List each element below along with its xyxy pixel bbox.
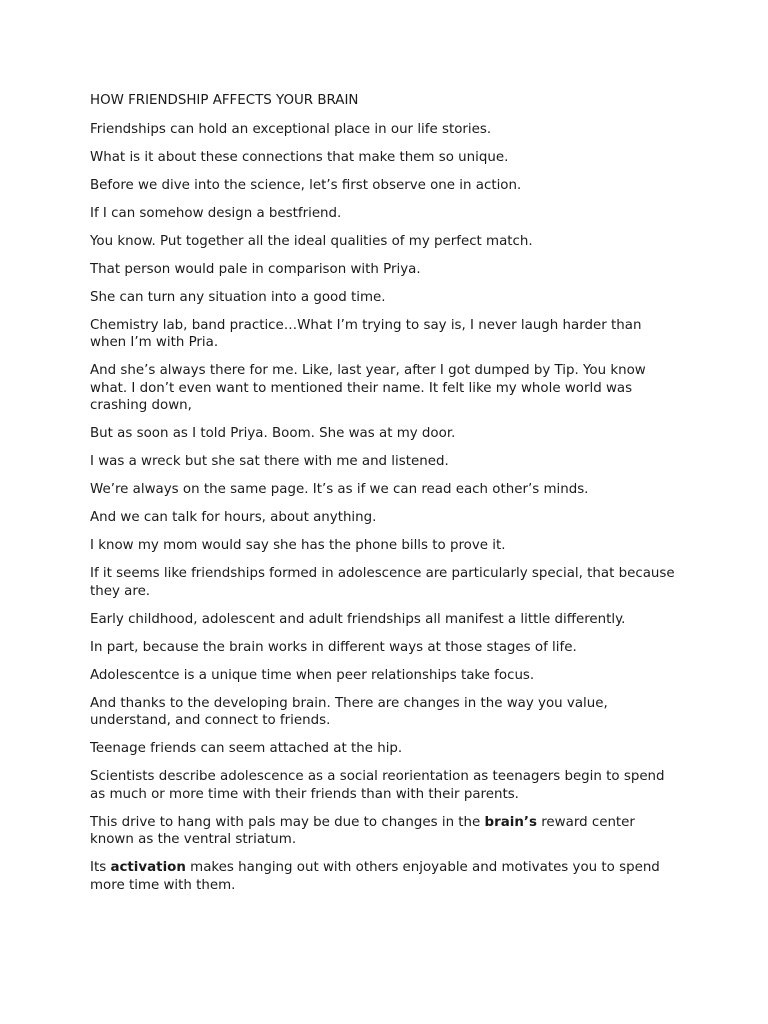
paragraph: Scientists describe adolescence as a social reorientation as teenagers begin to spend as much or more time with their friends than with their parents. [90,769,665,802]
paragraph: And she’s always there for me. Like, last year, after I got dumped by Tip. You know what. I don’t even want to mentioned their name. It felt like my whole world was crashing down, [90,363,646,413]
paragraph: Friendships can hold an exceptional place in our life stories. [90,121,492,137]
paragraph: And thanks to the developing brain. There are changes in the way you value, understand, and connect to friends. [90,695,608,728]
paragraph: Adolescentce is a unique time when peer relationships take focus. [90,667,535,683]
document-page [90,92,680,905]
text-run: This drive to hang with pals may be due to changes in the [90,814,485,830]
text-run: makes hanging out with others enjoyable and motivates you to spend more time with them. [90,860,660,893]
paragraph: Teenage friends can seem attached at the hip. [90,741,403,756]
paragraph: What is it about these connections that make them so unique. [90,149,509,165]
paragraph: If I can somehow design a bestfriend. [90,205,342,221]
paragraph: In part, because the brain works in different ways at those stages of life. [90,639,577,655]
paragraph: I know my mom would say she has the phone bills to prove it. [90,538,506,553]
paragraph: Early childhood, adolescent and adult friendships all manifest a little differently. [90,611,626,627]
paragraph: Chemistry lab, band practice…What I’m trying to say is, I never laugh harder than when I’m with Pria. [90,317,642,350]
paragraph-brain-reward [90,814,680,849]
bold-text-brains: brain’s [484,814,537,830]
paragraph: We’re always on the same page. It’s as if we can read each other’s minds. [90,482,589,497]
text-run: Its [90,860,111,875]
paragraph: That person would pale in comparison with Priya. [90,261,421,277]
text-run: reward center known as the ventral striatum. [90,814,635,847]
paragraph: But as soon as I told Priya. Boom. She was at my door. [90,426,456,441]
document-title: HOW FRIENDSHIP AFFECTS YOUR BRAIN [90,93,359,108]
paragraph: I was a wreck but she sat there with me and listened. [90,454,449,469]
paragraph-activation [90,859,680,894]
bold-text-activation: activation [110,860,186,875]
paragraph: Before we dive into the science, let’s first observe one in action. [90,177,522,193]
paragraph: And we can talk for hours, about anything. [90,510,377,525]
paragraph: If it seems like friendships formed in adolescence are particularly special, that because they are. [90,566,675,599]
paragraph: You know. Put together all the ideal qualities of my perfect match. [90,233,533,249]
paragraph: She can turn any situation into a good time. [90,289,386,305]
